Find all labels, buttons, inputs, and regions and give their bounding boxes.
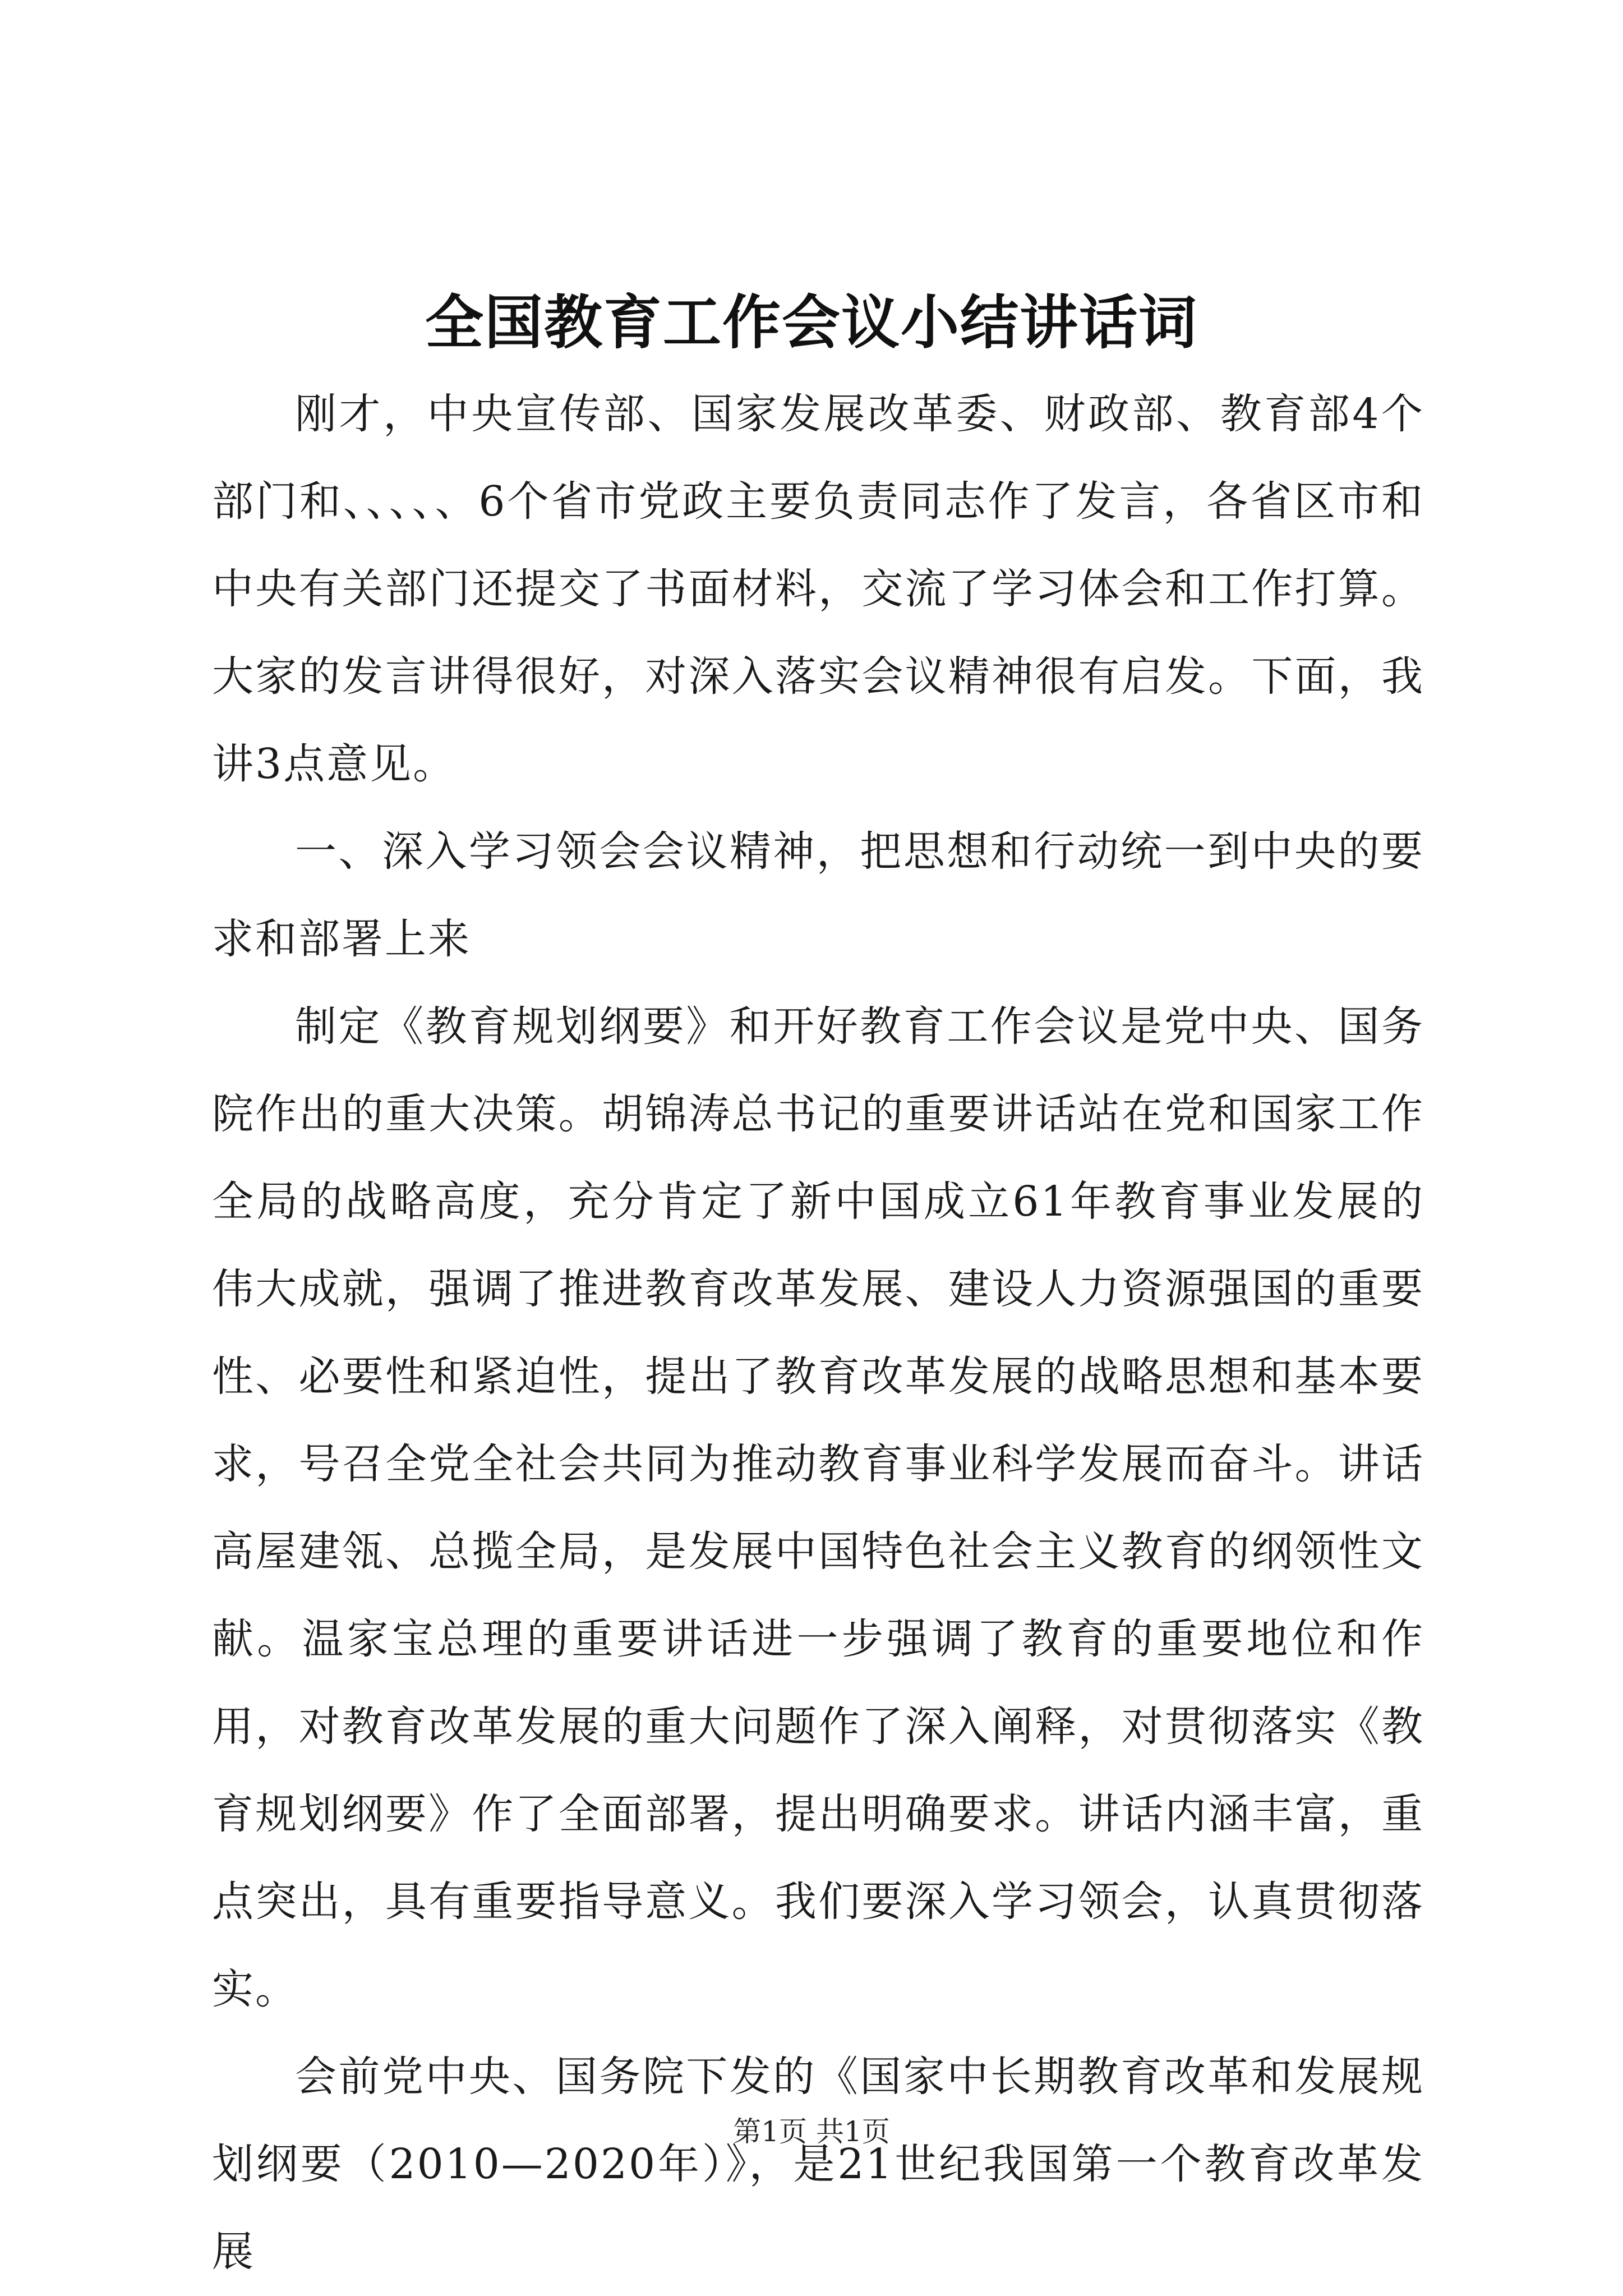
document-body — [212, 370, 1424, 2295]
paragraph-plan-intro: 会前党中央、国务院下发的《国家中长期教育改革和发展规划纲要（2010—2020年）》，是21世纪我国第一个教育改革发展 — [212, 2053, 1424, 2276]
paragraph-section-heading: 一、深入学习领会会议精神，把思想和行动统一到中央的要求和部署上来 — [212, 827, 1424, 963]
paragraph-speech-summary: 制定《教育规划纲要》和开好教育工作会议是党中央、国务院作出的重大决策。胡锦涛总书记的重要讲话站在党和国家工作全局的战略高度，充分肯定了新中国成立61年教育事业发展的伟大成就，强调了推进教育改革发展、建设人力资源强国的重要性、必要性和紧迫性，提出了教育改革发展的战略思想和基本要求，号召全党全社会共同为推动教育事业科学发展而奋斗。讲话高屋建瓴、总揽全局，是发展中国特色社会主义教育的纲领性文献。温家宝总理的重要讲话进一步强调了教育的重要地位和作用，对教育改革发展的重大问题作了深入阐释，对贯彻落实《教育规划纲要》作了全面部署，提出明确要求。讲话内涵丰富，重点突出，具有重要指导意义。我们要深入学习领会，认真贯彻落实。 — [212, 1002, 1424, 2013]
paragraph-opening: 刚才，中央宣传部、国家发展改革委、财政部、教育部4个部门和、、、、、6个省市党政主要负责同志作了发言，各省区市和中央有关部门还提交了书面材料，交流了学习体会和工作打算。大家的发言讲得很好，对深入落实会议精神很有启发。下面，我讲3点意见。 — [212, 390, 1424, 788]
page-number-footer: 第1页 共1页 — [733, 2115, 890, 2148]
document-title: 全国教育工作会议小结讲话词 — [425, 288, 1198, 357]
